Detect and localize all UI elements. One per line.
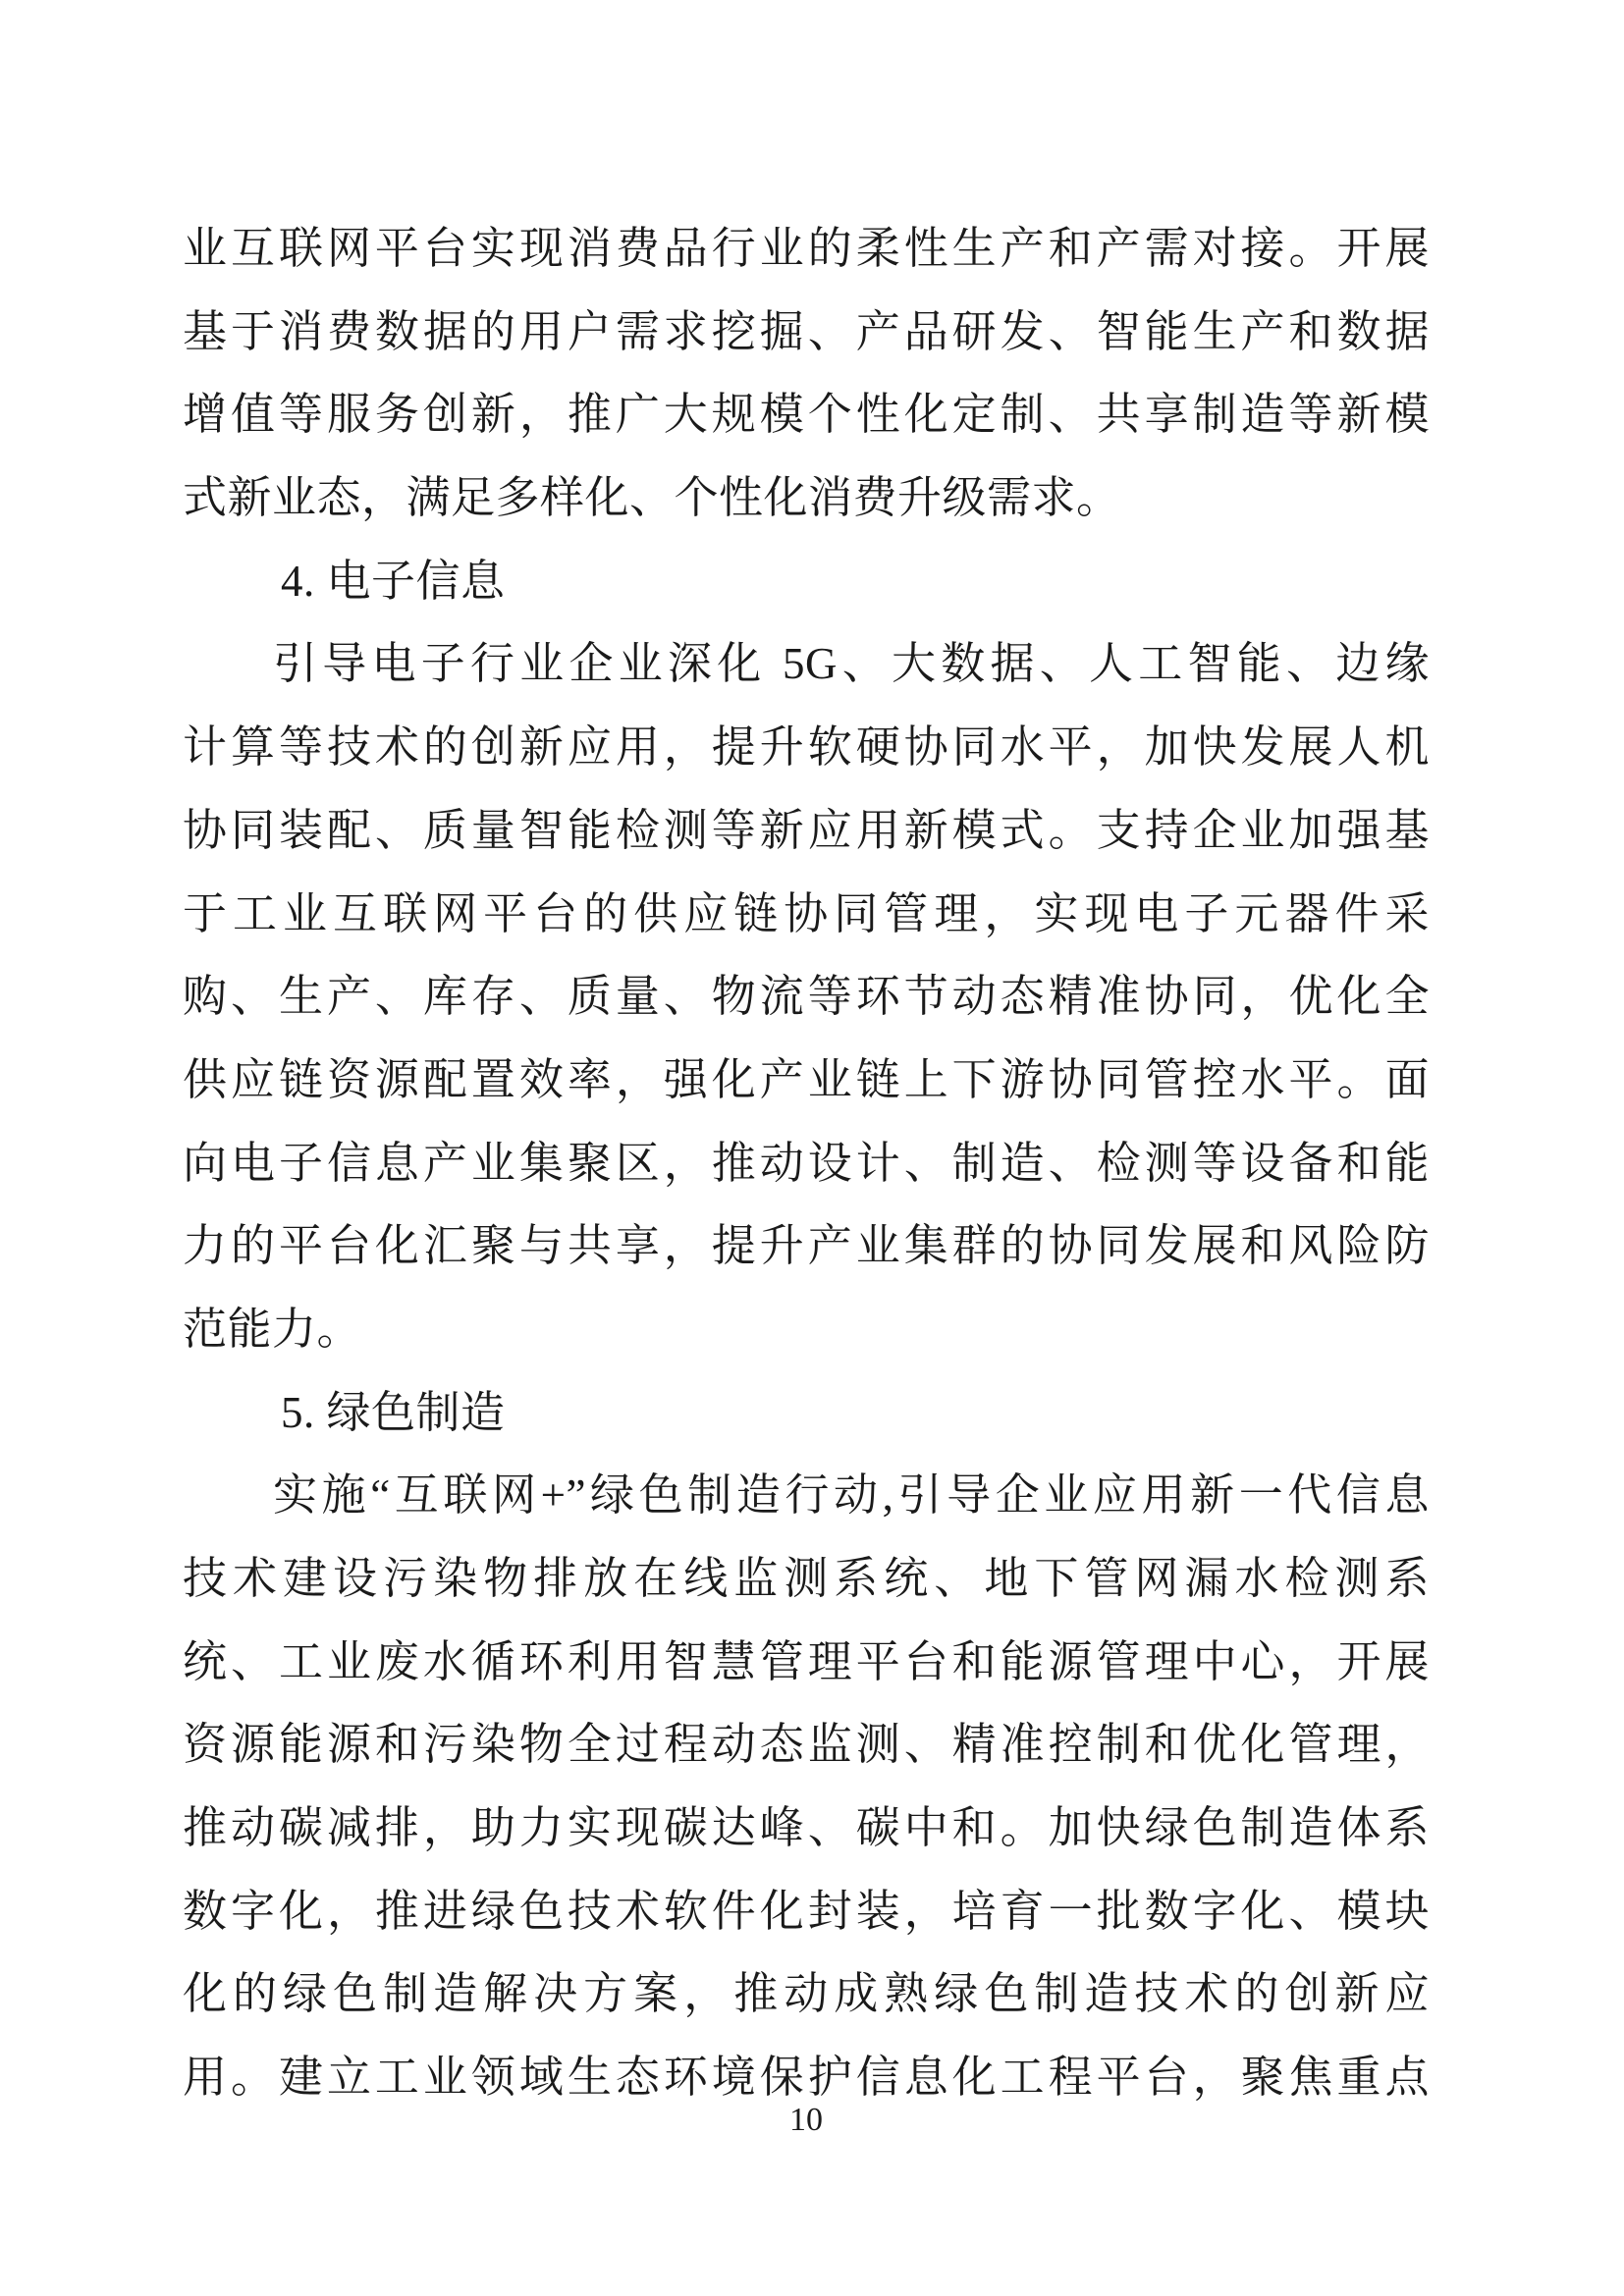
text-line: 用。建立工业领域生态环境保护信息化工程平台，聚焦重点 — [183, 2053, 1430, 2103]
text-line: 业互联网平台实现消费品行业的柔性生产和产需对接。开展 — [183, 224, 1430, 273]
text-line: 式新业态，满足多样化、个性化消费升级需求。 — [183, 473, 1121, 523]
text-line: 力的平台化汇聚与共享，提升产业集群的协同发展和风险防 — [183, 1221, 1430, 1271]
text-line: 推动碳减排，助力实现碳达峰、碳中和。加快绿色制造体系 — [183, 1803, 1430, 1853]
text-line: 范能力。 — [183, 1304, 362, 1354]
section-heading-4: 4. 电子信息 — [281, 556, 506, 606]
text-line: 增值等服务创新，推广大规模个性化定制、共享制造等新模 — [183, 390, 1430, 440]
text-line: 向电子信息产业集聚区，推动设计、制造、检测等设备和能 — [183, 1138, 1430, 1188]
text-line: 基于消费数据的用户需求挖掘、产品研发、智能生产和数据 — [183, 306, 1430, 356]
text-line: 供应链资源配置效率，强化产业链上下游协同管控水平。面 — [183, 1054, 1430, 1104]
text-line: 实施“互联网+”绿色制造行动,引导企业应用新一代信息 — [273, 1470, 1430, 1521]
text-line: 协同装配、质量智能检测等新应用新模式。支持企业加强基 — [183, 805, 1430, 855]
section-heading-5: 5. 绿色制造 — [281, 1387, 506, 1437]
text-line: 资源能源和污染物全过程动态监测、精准控制和优化管理， — [183, 1720, 1430, 1770]
text-line: 技术建设污染物排放在线监测系统、地下管网漏水检测系 — [183, 1554, 1430, 1603]
text-line: 购、生产、库存、质量、物流等环节动态精准协同，优化全 — [183, 972, 1430, 1022]
text-line: 计算等技术的创新应用，提升软硬协同水平，加快发展人机 — [183, 722, 1430, 773]
text-line: 引导电子行业企业深化 5G、大数据、人工智能、边缘 — [273, 639, 1430, 689]
text-line: 化的绿色制造解决方案，推动成熟绿色制造技术的创新应 — [183, 1969, 1430, 2019]
document-body — [183, 207, 1430, 2119]
text-line: 于工业互联网平台的供应链协同管理，实现电子元器件采 — [183, 888, 1430, 938]
text-line: 统、工业废水循环利用智慧管理平台和能源管理中心，开展 — [183, 1636, 1430, 1686]
text-line: 数字化，推进绿色技术软件化封装，培育一批数字化、模块 — [183, 1886, 1430, 1936]
page-number: 10 — [789, 2102, 823, 2138]
